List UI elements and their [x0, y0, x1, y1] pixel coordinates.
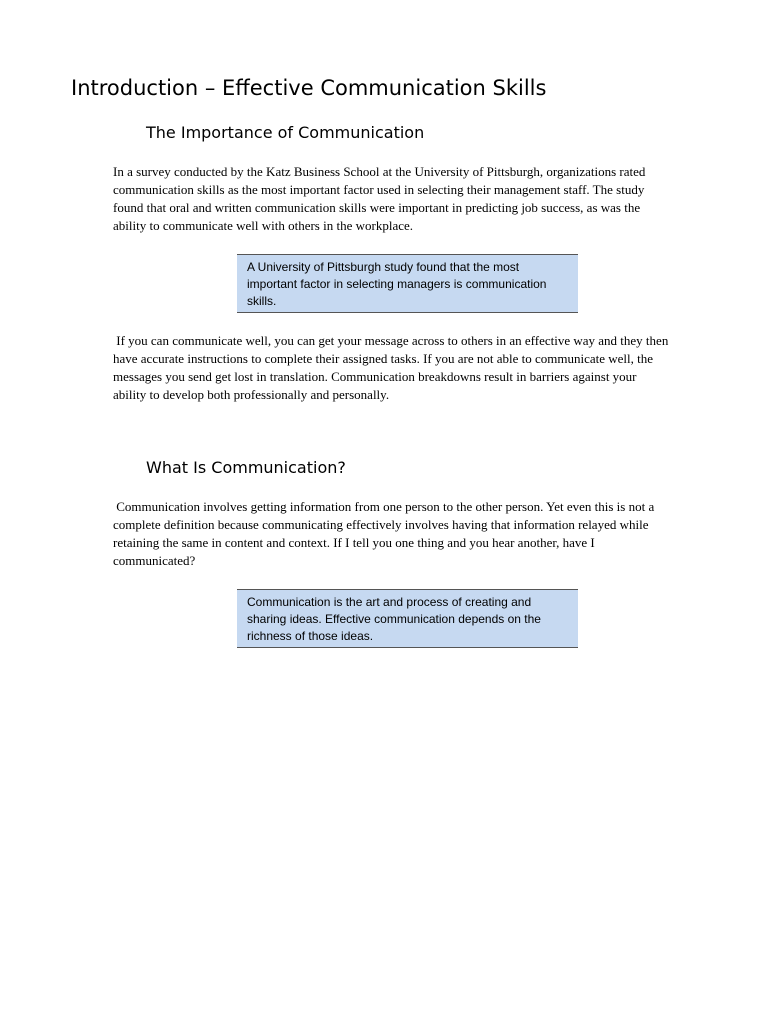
page-title: Introduction – Effective Communication Skills — [71, 76, 547, 100]
paragraph-communicate-well: If you can communicate well, you can get your message across to others in an effective way and they then have accurate instructions to complete their assigned tasks. If you are not able to communicate well, the messages you send get lost in translation. Communication breakdowns result in barriers against your ability to develop both professionally and personally. — [113, 333, 669, 402]
callout-art-of-communication: Communication is the art and process of creating and sharing ideas. Effective communication depends on the richness of those ideas. — [237, 589, 578, 648]
paragraph-definition: Communication involves getting information from one person to the other person. Yet even this is not a complete definition because communicating effectively involves having that information relayed while retaining the same in content and context. If I tell you one thing and you hear another, have I communicated? — [113, 499, 655, 568]
section-heading-importance: The Importance of Communication — [146, 123, 425, 142]
paragraph-survey: In a survey conducted by the Katz Business School at the University of Pittsburgh, organizations rated communication skills as the most important factor used in selecting their management staff. The study found that oral and written communication skills were important in predicting job success, as was the ability to communicate well with others in the workplace. — [113, 164, 646, 233]
callout-pittsburgh-study: A University of Pittsburgh study found that the most important factor in selecting managers is communication skills. — [237, 254, 578, 313]
section-heading-what-is: What Is Communication? — [146, 458, 346, 477]
